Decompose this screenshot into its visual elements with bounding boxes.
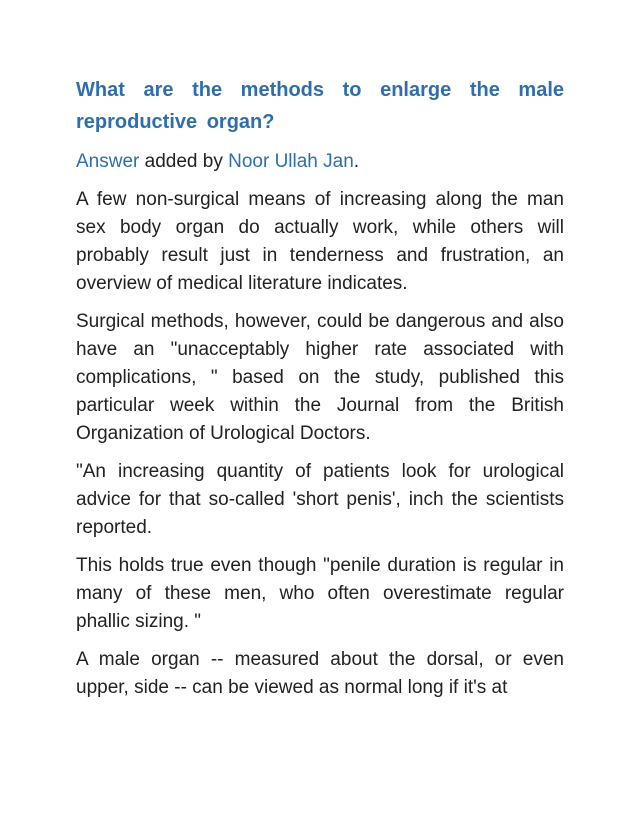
attribution-period: . [353,151,360,172]
paragraph-3: "An increasing quantity of patients look for urological advice for that so-called 'short penis', inch the scientists reported. [76,461,564,538]
article-title: What are the methods to enlarge the male reproductive organ? [76,79,564,133]
paragraph-5: A male organ -- measured about the dorsal, or even upper, side -- can be viewed as normal long if it's at [76,649,564,698]
answer-attribution [76,148,564,176]
answer-link[interactable]: Answer [76,151,140,172]
author-link[interactable]: Noor Ullah Jan [228,151,354,172]
paragraph-4: This holds true even though "penile duration is regular in many of these men, who often overestimate regular phallic sizing. " [76,555,564,632]
added-by-text: added by [139,151,229,172]
paragraph-1: A few non-surgical means of increasing along the man sex body organ do actually work, while others will probably result just in tenderness and frustration, an overview of medical literature indicates. [76,189,564,294]
paragraph-2: Surgical methods, however, could be dangerous and also have an "unacceptably higher rate associated with complications, " based on the study, published this particular week within the Journal from the British Organization of Urological Doctors. [76,311,564,444]
article-page [76,74,564,712]
